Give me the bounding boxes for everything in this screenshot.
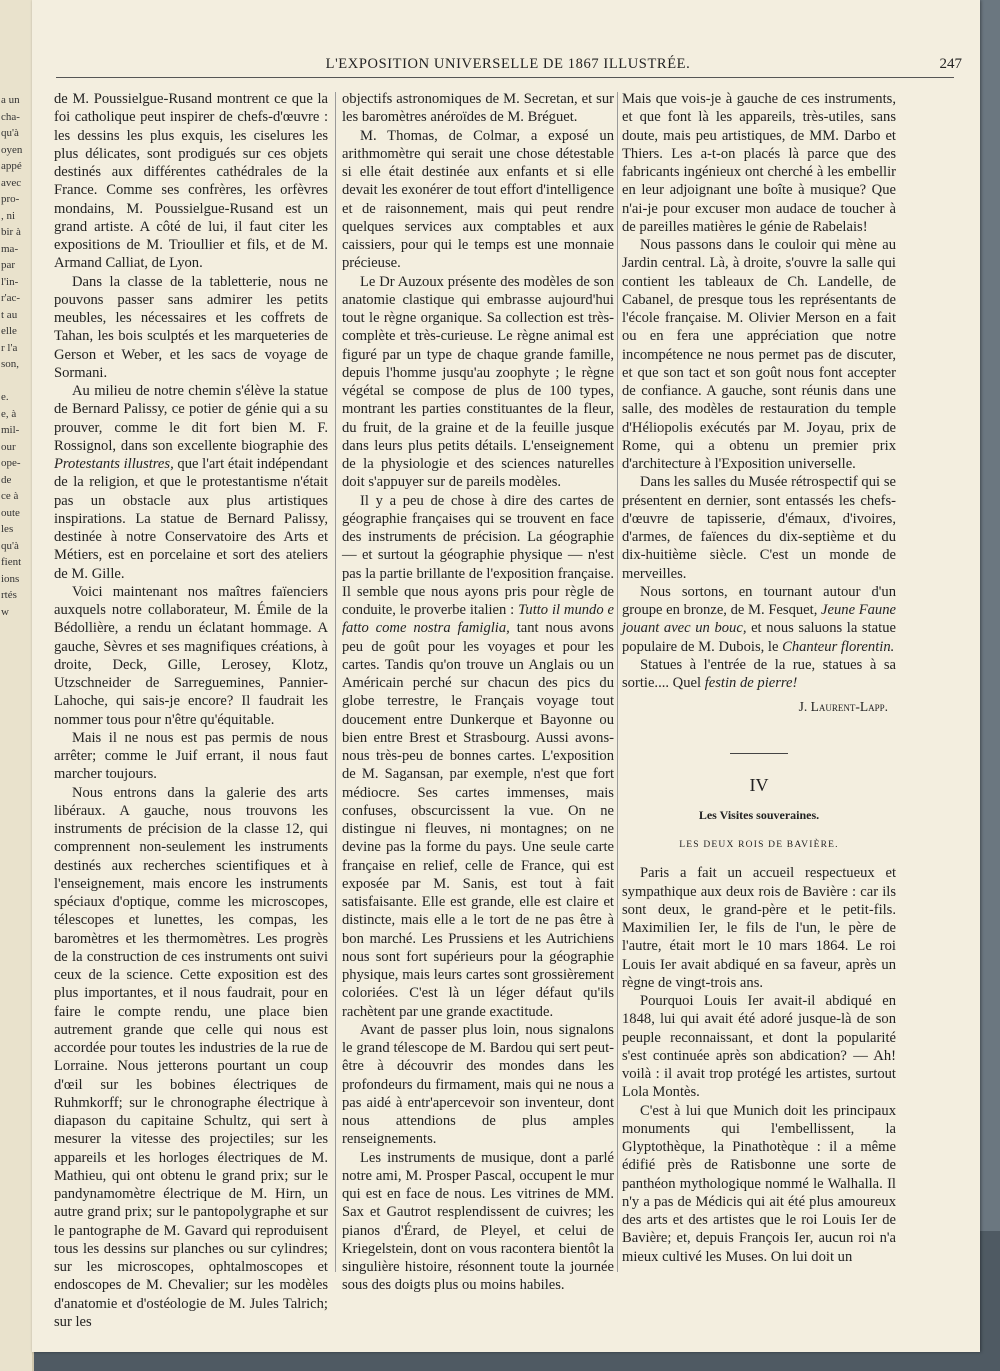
paragraph: Nous entrons dans la galerie des arts libéraux. A gauche, nous trouvons les instruments de précision de la classe 12, qui comprennent non-seulement les instruments destinés aux recherches scientifiques et à l'enseignement, mais encore les instruments spéciaux d'optique, comme les microscopes, télescopes et lunettes, les compas, les baromètres et les thermomètres. Les progrès de la construction de ces instruments ont suivi ceux de la science. Cette exposition est des plus importantes, et il nous faudrait, pour en faire le compte rendu, une place bien autrement grande que celle qui nous est accordée pour toutes les industries de la rue de Lorraine. Nous jetterons pourtant un coup d'œil sur les bobines électriques de Ruhmkorff; sur le chronographe électrique à diapason du capitaine Schultz, qui sert à mesurer la vitesse des projectiles; sur les appareils et les horloges électriques de M. Mathieu, qui ont obtenu le grand prix; sur le pandynamomètre électrique de M. Hirn, un autre grand prix; sur le pantopolygraphe et sur le pantographe de M. Gavard qui reproduisent tous les dessins sur planches ou sur cylindres; sur les microscopes, ophtalmoscopes et endoscopes de M. Chevalier; sur les modèles d'anatomie et d'ostéologie de M. Jules Talrich; sur les xyxy=(54,784,328,1330)
page-header xyxy=(54,56,962,78)
paragraph: Le Dr Auzoux présente des modèles de son anatomie clastique qui embrasse aujourd'hui tout le règne organique. Sa collection est très-complète et très-curieuse. Le règne animal est figuré par un type de chaque grande famille, depuis l'homme jusqu'au zoophyte ; le règne végétal se compose de plus de 100 types, montrant les parties constituantes de la fleur, du fruit, de la graine et de la feuille jusque dans leurs plus petits détails. L'enseignement de la physiologie et des sciences naturelles doit s'appuyer sur de pareils modèles. xyxy=(342,273,614,491)
book-title: Protestants illustres, xyxy=(54,456,174,472)
paragraph: Au milieu de notre chemin s'élève la statue de Bernard Palissy, ce potier de génie qui a su prouver, comme le dit fort bien M. F. Rossignol, dans son excellente biographie des Protestants illustres, que l'art était indépendant de la religion, et que le protestantisme n'était pas un obstacle aux plus artistiques inspirations. La statue de Bernard Palissy, destinée à notre Conservatoire des Arts et Métiers, est en porcelaine et sort des ateliers de M. Gille. xyxy=(54,383,328,582)
paragraph: Nous passons dans le couloir qui mène au Jardin central. Là, à droite, s'ouvre la salle qui contient les tableaux de Ch. Landelle, de Cabanel, de presque tous les représentants de l'école française. M. Olivier Merson en a fait ou en fera une appréciation que notre incompétence ne nous permet pas de discuter, et que son tact et son goût nous font accepter de confiance. A gauche, sont réunis dans une salle, des modèles de restauration du temple d'Héliopolis exécutés par M. Joyau, prix de Rome, qui a obtenu un premier prix d'architecture à l'Exposition universelle. xyxy=(622,237,896,472)
paragraph: Dans la classe de la tabletterie, nous ne pouvons passer sans admirer les petits meubles, les nécessaires et les coffrets de Tahan, les bois sculptés et les marqueteries de Gerson et Weber, et les sacs de voyage de Sormani. xyxy=(54,273,328,381)
paragraph: Nous sortons, en tournant autour d'un groupe en bronze, de M. Fesquet, Jeune Faune jouant avec un bouc, et nous saluons la statue populaire de M. Dubois, le Chanteur florentin. xyxy=(622,583,896,655)
column-3 xyxy=(622,90,896,1266)
paragraph: Statues à l'entrée de la rue, statues à sa sortie.... Quel festin de pierre! xyxy=(622,656,896,691)
paragraph: Voici maintenant nos maîtres faïenciers auxquels notre collaborateur, M. Émile de la Bédollière, a rendu un éclatant hommage. A gauche, Sèvres et ses magnifiques créations, à droite, Deck, Gille, Lerosey, Klotz, Utzschneider de Sarreguemines, Pannier-Lahoche, qui sais-je encore? Il faudrait les nommer tous pour n'être qu'équitable. xyxy=(54,583,328,728)
section-separator xyxy=(730,753,788,754)
paragraph: Pourquoi Louis Ier avait-il abdiqué en 1848, lui qui avait été adoré jusque-là de son peuple reconnaissant, et dont la popularité s'est continuée après son abdication? — Ah! voilà : il avait trop protégé les artistes, surtout Lola Montès. xyxy=(622,993,896,1101)
paragraph: Mais il ne nous est pas permis de nous arrêter; comme le Juif errant, il nous faut marcher toujours. xyxy=(54,729,328,783)
column-divider xyxy=(335,92,336,1272)
quote-italic: festin de pierre! xyxy=(704,675,798,691)
column-divider xyxy=(617,92,618,1272)
column-2 xyxy=(342,90,614,1295)
paragraph: Mais que vois-je à gauche de ces instruments, et que font là les appareils, très-utiles, sans doute, mais peu artistiques, de MM. Darbo et Thiers. Les a-t-on placés là parce que des fabricants ingénieux ont cherché à les embellir en leur adjoignant une boîte à musique? Que n'ai-je pour excuser mon audace de toucher à de pareilles matières le génie de Rabelais! xyxy=(622,91,896,235)
paragraph: de M. Poussielgue-Rusand montrent ce que la foi catholique peut inspirer de chefs-d'œuvre : les dessins les plus exquis, les ciselures les plus délicates, sont prodigués sur ces objets destinés aux différentes cathédrales de la France. Comme ses confrères, les orfèvres mondains, M. Poussielgue-Rusand est un grand artiste. A côté de lui, il faut citer les expositions de M. Trioullier et fils, et de M. Armand Calliat, de Lyon. xyxy=(54,91,328,272)
paragraph: C'est à lui que Munich doit les principaux monuments qui l'embellissent, la Glyptothèque, la Pinathotèque : il a même édifié près de Ratisbonne une sorte de panthéon mythologique nommé le Walhalla. Il n'y a pas de Médicis qui ait été plus amoureux des arts et des artistes que le roi Louis Ier de Bavière; et, depuis François Ier, aucun roi n'a mieux cultivé les Muses. On lui doit un xyxy=(622,1102,896,1265)
section-heading: Les Visites souveraines. xyxy=(698,807,820,822)
paragraph: objectifs astronomiques de M. Secretan, et sur les baromètres anéroïdes de M. Bréguet. xyxy=(342,91,614,126)
paragraph: Paris a fait un accueil respectueux et sympathique aux deux rois de Bavière : car ils sont deux, le grand-père et le petit-fils. Maximilien Ier, le fils de l'un, le père de l'autre, était mort le 10 mars 1864. Le roi Louis Ier avait abdiqué en sa faveur, après un règne de vingt-trois ans. xyxy=(622,865,896,991)
running-title: L'EXPOSITION UNIVERSELLE DE 1867 ILLUSTRÉE. xyxy=(325,56,691,72)
artwork-title: Jeune Faune jouant avec un bouc, xyxy=(622,602,896,637)
artwork-title: Chanteur florentin. xyxy=(782,638,895,655)
column-1 xyxy=(54,90,328,1331)
paragraph: Les instruments de musique, dont a parlé notre ami, M. Prosper Pascal, occupent le mur qui est en face de nous. Les vitrines de MM. Sax et Gautrot resplendissent de cuivres; les pianos d'Érard, de Pleyel, et celui de Kriegelstein, dont on vous racontera bientôt la singulière histoire, résonnent toute la journée sous des doigts plus ou moins habiles. xyxy=(342,1149,614,1294)
author-signature: J. Laurent-Lapp. xyxy=(798,699,888,715)
paragraph: Dans les salles du Musée rétrospectif qui se présentent en dernier, sont entassés les chefs-d'œuvre de tapisserie, d'émaux, d'ivoires, d'armes, de faïences du dix-septième et du dix-huitième siècle. C'est un monde de merveilles. xyxy=(622,474,896,582)
section-number: IV xyxy=(749,774,769,795)
paragraph: Il y a peu de chose à dire des cartes de géographie françaises qui se trouvent en face des instruments de précision. La géographie — et surtout la géographie physique — n'est pas la partie brillante de l'exposition française. Il semble que nous ayons pris pour règle de conduite, le proverbe italien : Tutto il mundo e fatto come nostra famiglia, tant nous avons peu de goût pour les voyages et pour les cartes. Tandis qu'on trouve un Anglais ou un Américain perché sur chacun des pics du globe terrestre, le Français voyage tout doucement entre Dunkerque et Bayonne ou bien entre Brest et Strasbourg. Aussi avons-nous très-peu de bonnes cartes. L'exposition de M. Sagansan, par exemple, n'est que fort médiocre. Ses cartes immenses, mais confuses, obscurcissent la vue. On ne distingue ni fleuves, ni montagnes; on ne devine pas la forme du pays. Une seule carte française en relief, celle de France, qui est exposée par M. Sanis, est tout à fait satisfaisante. Elle est grande, elle est claire et distincte, mais elle a le tort de ne pas être à bon marché. Les Prussiens et les Autrichiens nous sont fort supérieurs pour la géographie physique, mais leurs cartes sont grossièrement coloriées. C'est là un léger défaut qu'ils rachètent par une grande exactitude. xyxy=(342,492,614,1020)
paragraph: Avant de passer plus loin, nous signalons le grand télescope de M. Bardou qui sert peut-être à découvrir des mondes dans les profondeurs du firmament, mais qui ne nous a pas aidé à entr'apercevoir son inventeur, dont nous attendions de plus amples renseignements. xyxy=(342,1021,614,1148)
section-subheading: LES DEUX ROIS DE BAVIÈRE. xyxy=(679,840,839,850)
page-number: 247 xyxy=(939,56,962,72)
newspaper-page xyxy=(32,0,980,1352)
facing-page-edge xyxy=(0,0,34,1371)
paragraph: M. Thomas, de Colmar, a exposé un arithmomètre qui serait une chose détestable si elle était destinée aux enfants et si elle devait les exonérer de tout effort d'intelligence et de raisonnement, mais qui peut rendre quelques services aux comptables et aux caissiers, pour qui le temps est une monnaie précieuse. xyxy=(342,127,614,272)
facing-page-text: a un cha- qu'à oyen appé avec pro- , ni bir à ma- par l'in- r'ac- t au elle r l'a son, e. e, à mil- our ope- de ce à oute les qu'à fient ions rtés w xyxy=(1,94,23,618)
italian-proverb: Tutto il mundo e fatto come nostra famiglia, xyxy=(342,602,614,637)
header-rule xyxy=(56,77,954,78)
